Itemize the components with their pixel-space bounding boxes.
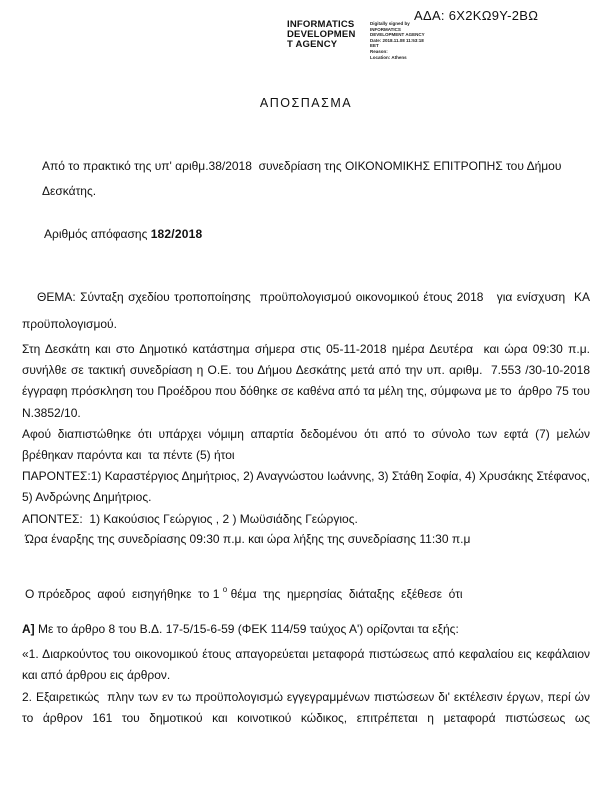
legal-clause2-paragraph: 2. Εξαιρετικώς πλην των εν τω προϋπολογισμώ εγγεγραμμένων πιστώσεων δι' εκτέλεσιν έργων, περί ών το άρθρον 161 του δημοτικού και κοινοτικού κώδικος, επιτρέπεται η μεταφορά πιστώσεως ως	[22, 689, 594, 725]
legal-article-paragraph	[22, 619, 590, 640]
ordinal-superscript: ο	[222, 585, 228, 594]
legal-article-marker: Α]	[22, 622, 35, 636]
chairman-line	[25, 585, 591, 601]
intro-paragraph: Από το πρακτικό της υπ' αριθμ.38/2018 συνεδρίαση της ΟΙΚΟΝΟΜΙΚΗΣ ΕΠΙΤΡΟΠΗΣ του Δήμου Δεσκάτης.	[42, 159, 565, 198]
stamp-detail-line: Location: Athens	[370, 54, 407, 60]
session-time-line: Ώρα έναρξης της συνεδρίασης 09:30 π.μ. και ώρα λήξης της συνεδρίασης 11:30 π.μ	[25, 532, 471, 546]
chairman-line-before: Ο πρόεδρος αφού εισηγήθηκε το 1	[25, 587, 223, 601]
legal-block	[22, 619, 594, 729]
legal-article-text: Με το άρθρο 8 του Β.Δ. 17-5/15-6-59 (ΦΕΚ 114/59 ταύχος Α') ορίζονται τα εξής:	[34, 622, 459, 636]
decision-number-line	[44, 227, 202, 241]
decision-number-label: Αριθμός απόφασης	[44, 227, 151, 241]
stamp-detail-line: Date: 2018.11.08 11:53:18	[370, 37, 424, 43]
stamp-detail-line: EET	[370, 43, 379, 49]
stamp-detail-line: DEVELOPMENT AGENCY	[370, 32, 425, 38]
meeting-paragraph: Στη Δεσκάτη και στο Δημοτικό κατάστημα σήμερα στις 05-11-2018 ημέρα Δευτέρα και ώρα 09:30 π.μ. συνήλθε σε τακτική συνεδρίαση η Ο.Ε. του Δήμου Δεσκάτης μετά από την υπ. αριθμ. 7.553 /30-10-2018 έγγραφη πρόσκληση του Προέδρου που δόθηκε σε καθένα από τα μέλη της, σύμφωνα με το άρθρο 75 του Ν.3852/10.	[22, 342, 594, 420]
stamp-agency-name	[287, 20, 365, 60]
stamp-signature-details	[370, 20, 425, 60]
chairman-line-after: θέμα της ημερησίας διάταξης εξέθεσε ότι	[227, 587, 463, 601]
decision-number-value: 182/2018	[150, 227, 203, 241]
present-members-paragraph: ΠΑΡΟΝΤΕΣ:1) Καραστέργιος Δημήτριος, 2) Αναγνώστου Ιωάννης, 3) Στάθη Σοφία, 4) Χρυσάκης Στέφανος, 5) Ανδρώνης Δημήτριος.	[22, 469, 594, 505]
stamp-detail-line: Digitally signed by	[370, 21, 410, 26]
subject-paragraph: ΘΕΜΑ: Σύνταξη σχεδίου τροποποίησης προϋπολογισμού οικονομικού έτους 2018 για ενίσχυση ΚΑ προϋπολογισμού.	[22, 290, 594, 331]
stamp-agency-line: DEVELOPMEN	[287, 29, 356, 40]
body-block	[22, 339, 594, 530]
ada-code: ΑΔΑ: 6Χ2ΚΩ9Υ-2ΒΩ	[414, 8, 539, 23]
stamp-agency-line: T AGENCY	[287, 39, 338, 50]
stamp-agency-line: INFORMATICS	[287, 19, 355, 30]
stamp-detail-line: INFORMATICS	[370, 26, 401, 32]
digital-signature-stamp	[287, 20, 425, 60]
absent-members-paragraph: ΑΠΟΝΤΕΣ: 1) Κακούσιος Γεώργιος , 2 ) Μωϋσιάδης Γεώργιος.	[22, 511, 358, 526]
quorum-paragraph: Αφού διαπιστώθηκε ότι υπάρχει νόμιμη απαρτία δεδομένου ότι από το σύνολο των εφτά (7) μελών βρέθηκαν παρόντα και τα πέντε (5) ήτοι	[22, 426, 594, 463]
legal-clause1-paragraph: «1. Διαρκούντος του οικονομικού έτους απαγορεύεται μεταφορά πιστώσεως από κεφαλαίου εις κεφάλαιον και από άρθρου εις άρθρον.	[22, 647, 594, 683]
document-title: ΑΠΟΣΠΑΣΜΑ	[259, 96, 353, 110]
stamp-detail-line: Reason:	[370, 48, 388, 54]
